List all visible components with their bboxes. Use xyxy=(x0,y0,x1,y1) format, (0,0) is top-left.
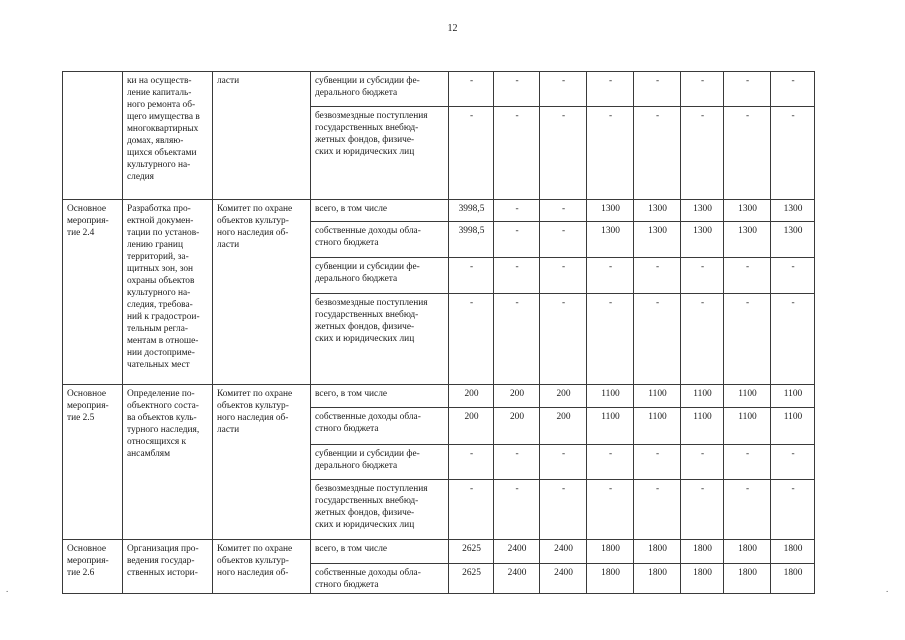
value-cell: 1800 xyxy=(681,540,724,564)
event-name-cell: Определение по- объектного соста- ва объектов куль- турного наследия, относящихся к ансамблям xyxy=(123,385,213,540)
value-cell: - xyxy=(540,72,587,107)
executor-cell: Комитет по охране объектов культур- ного наследия об- xyxy=(213,540,311,594)
table-row xyxy=(63,385,815,408)
value-cell: 200 xyxy=(540,408,587,445)
value-cell: 2400 xyxy=(494,564,540,594)
event-id-cell: Основное мероприя- тие 2.6 xyxy=(63,540,123,594)
event-id-cell: Основное мероприя- тие 2.5 xyxy=(63,385,123,540)
event-id-cell xyxy=(63,72,123,200)
value-cell: - xyxy=(681,72,724,107)
value-cell: 2400 xyxy=(540,540,587,564)
value-cell: 1800 xyxy=(724,564,771,594)
value-cell: - xyxy=(449,107,494,200)
value-cell: 200 xyxy=(449,408,494,445)
funding-source-label: собственные доходы обла- стного бюджета xyxy=(311,222,449,258)
value-cell: 1800 xyxy=(771,540,815,564)
value-cell: 1800 xyxy=(634,540,681,564)
value-cell: 1100 xyxy=(587,408,634,445)
funding-source-label: всего, в том числе xyxy=(311,385,449,408)
value-cell: 1100 xyxy=(634,408,681,445)
executor-cell: Комитет по охране объектов культур- ного наследия об- ласти xyxy=(213,385,311,540)
value-cell: 1300 xyxy=(587,200,634,222)
value-cell: - xyxy=(634,445,681,480)
value-cell: - xyxy=(634,107,681,200)
value-cell: 1300 xyxy=(771,222,815,258)
event-id-cell: Основное мероприя- тие 2.4 xyxy=(63,200,123,385)
value-cell: 1100 xyxy=(724,408,771,445)
value-cell: - xyxy=(494,200,540,222)
funding-source-label: субвенции и субсидии фе- дерального бюджета xyxy=(311,258,449,294)
value-cell: 1800 xyxy=(724,540,771,564)
value-cell: - xyxy=(540,107,587,200)
value-cell: - xyxy=(494,480,540,540)
funding-source-label: безвозмездные поступления государственных внебюд- жетных фондов, физиче- ских и юридических лиц xyxy=(311,294,449,385)
value-cell: - xyxy=(587,72,634,107)
value-cell: - xyxy=(724,445,771,480)
value-cell: - xyxy=(540,445,587,480)
value-cell: 2625 xyxy=(449,564,494,594)
value-cell: - xyxy=(724,480,771,540)
scan-edge-mark-right: . xyxy=(886,584,889,594)
executor-cell: Комитет по охране объектов культур- ного наследия об- ласти xyxy=(213,200,311,385)
value-cell: - xyxy=(587,445,634,480)
value-cell: - xyxy=(587,258,634,294)
value-cell: - xyxy=(681,294,724,385)
value-cell: 200 xyxy=(540,385,587,408)
value-cell: 1100 xyxy=(771,408,815,445)
value-cell: 1300 xyxy=(724,200,771,222)
value-cell: - xyxy=(724,107,771,200)
value-cell: 1300 xyxy=(681,222,724,258)
value-cell: - xyxy=(634,258,681,294)
value-cell: - xyxy=(449,258,494,294)
value-cell: 3998,5 xyxy=(449,222,494,258)
value-cell: 1100 xyxy=(681,408,724,445)
value-cell: 3998,5 xyxy=(449,200,494,222)
value-cell: - xyxy=(681,480,724,540)
value-cell: 1300 xyxy=(587,222,634,258)
value-cell: - xyxy=(449,480,494,540)
funding-source-label: субвенции и субсидии фе- дерального бюджета xyxy=(311,445,449,480)
executor-cell: ласти xyxy=(213,72,311,200)
value-cell: 1800 xyxy=(771,564,815,594)
value-cell: - xyxy=(494,107,540,200)
value-cell: 2400 xyxy=(494,540,540,564)
value-cell: 1300 xyxy=(771,200,815,222)
value-cell: - xyxy=(587,480,634,540)
value-cell: 1100 xyxy=(681,385,724,408)
table-row xyxy=(63,540,815,564)
value-cell: 1300 xyxy=(724,222,771,258)
table-row xyxy=(63,72,815,107)
budget-table xyxy=(62,71,815,594)
value-cell: - xyxy=(681,107,724,200)
funding-source-label: всего, в том числе xyxy=(311,200,449,222)
value-cell: - xyxy=(724,258,771,294)
value-cell: - xyxy=(681,258,724,294)
value-cell: - xyxy=(771,258,815,294)
event-name-cell: Разработка про- ектной докумен- тации по установ- лению границ территорий, за- щитных зон, зон охраны объектов культурного на- следия, требова- ний к градострои- тельным регла- ментам в отноше- нии достоприме- чательных мест xyxy=(123,200,213,385)
value-cell: - xyxy=(724,72,771,107)
funding-source-label: безвозмездные поступления государственных внебюд- жетных фондов, физиче- ских и юридических лиц xyxy=(311,107,449,200)
value-cell: 1100 xyxy=(587,385,634,408)
value-cell: - xyxy=(634,480,681,540)
value-cell: 1100 xyxy=(771,385,815,408)
table-row xyxy=(63,200,815,222)
value-cell: - xyxy=(634,294,681,385)
value-cell: - xyxy=(494,445,540,480)
funding-source-label: всего, в том числе xyxy=(311,540,449,564)
funding-source-label: безвозмездные поступления государственных внебюд- жетных фондов, физиче- ских и юридических лиц xyxy=(311,480,449,540)
value-cell: - xyxy=(449,445,494,480)
value-cell: 200 xyxy=(494,408,540,445)
value-cell: - xyxy=(771,72,815,107)
value-cell: - xyxy=(771,294,815,385)
value-cell: 1100 xyxy=(634,385,681,408)
value-cell: - xyxy=(724,294,771,385)
value-cell: 2400 xyxy=(540,564,587,594)
value-cell: - xyxy=(449,294,494,385)
value-cell: 1800 xyxy=(587,540,634,564)
value-cell: - xyxy=(494,222,540,258)
funding-source-label: собственные доходы обла- стного бюджета xyxy=(311,564,449,594)
page-number: 12 xyxy=(447,23,458,34)
value-cell: 1100 xyxy=(724,385,771,408)
value-cell: - xyxy=(449,72,494,107)
event-name-cell: Организация про- ведения государ- ственных истори- xyxy=(123,540,213,594)
value-cell: - xyxy=(540,258,587,294)
funding-source-label: собственные доходы обла- стного бюджета xyxy=(311,408,449,445)
value-cell: 2625 xyxy=(449,540,494,564)
value-cell: - xyxy=(540,294,587,385)
value-cell: 200 xyxy=(449,385,494,408)
value-cell: 1800 xyxy=(587,564,634,594)
value-cell: - xyxy=(771,445,815,480)
value-cell: - xyxy=(587,107,634,200)
value-cell: 1300 xyxy=(634,222,681,258)
value-cell: 1800 xyxy=(681,564,724,594)
value-cell: - xyxy=(494,72,540,107)
value-cell: - xyxy=(634,72,681,107)
value-cell: - xyxy=(771,107,815,200)
value-cell: - xyxy=(540,200,587,222)
value-cell: 1300 xyxy=(634,200,681,222)
value-cell: 200 xyxy=(494,385,540,408)
value-cell: - xyxy=(540,222,587,258)
value-cell: - xyxy=(681,445,724,480)
value-cell: - xyxy=(540,480,587,540)
value-cell: - xyxy=(494,258,540,294)
value-cell: 1800 xyxy=(634,564,681,594)
event-name-cell: ки на осуществ- ление капиталь- ного ремонта об- щего имущества в многоквартирных домах, являю- щихся объектами культурного на- следия xyxy=(123,72,213,200)
funding-source-label: субвенции и субсидии фе- дерального бюджета xyxy=(311,72,449,107)
value-cell: - xyxy=(771,480,815,540)
value-cell: 1300 xyxy=(681,200,724,222)
scan-edge-mark-left: . xyxy=(6,584,9,594)
value-cell: - xyxy=(587,294,634,385)
value-cell: - xyxy=(494,294,540,385)
